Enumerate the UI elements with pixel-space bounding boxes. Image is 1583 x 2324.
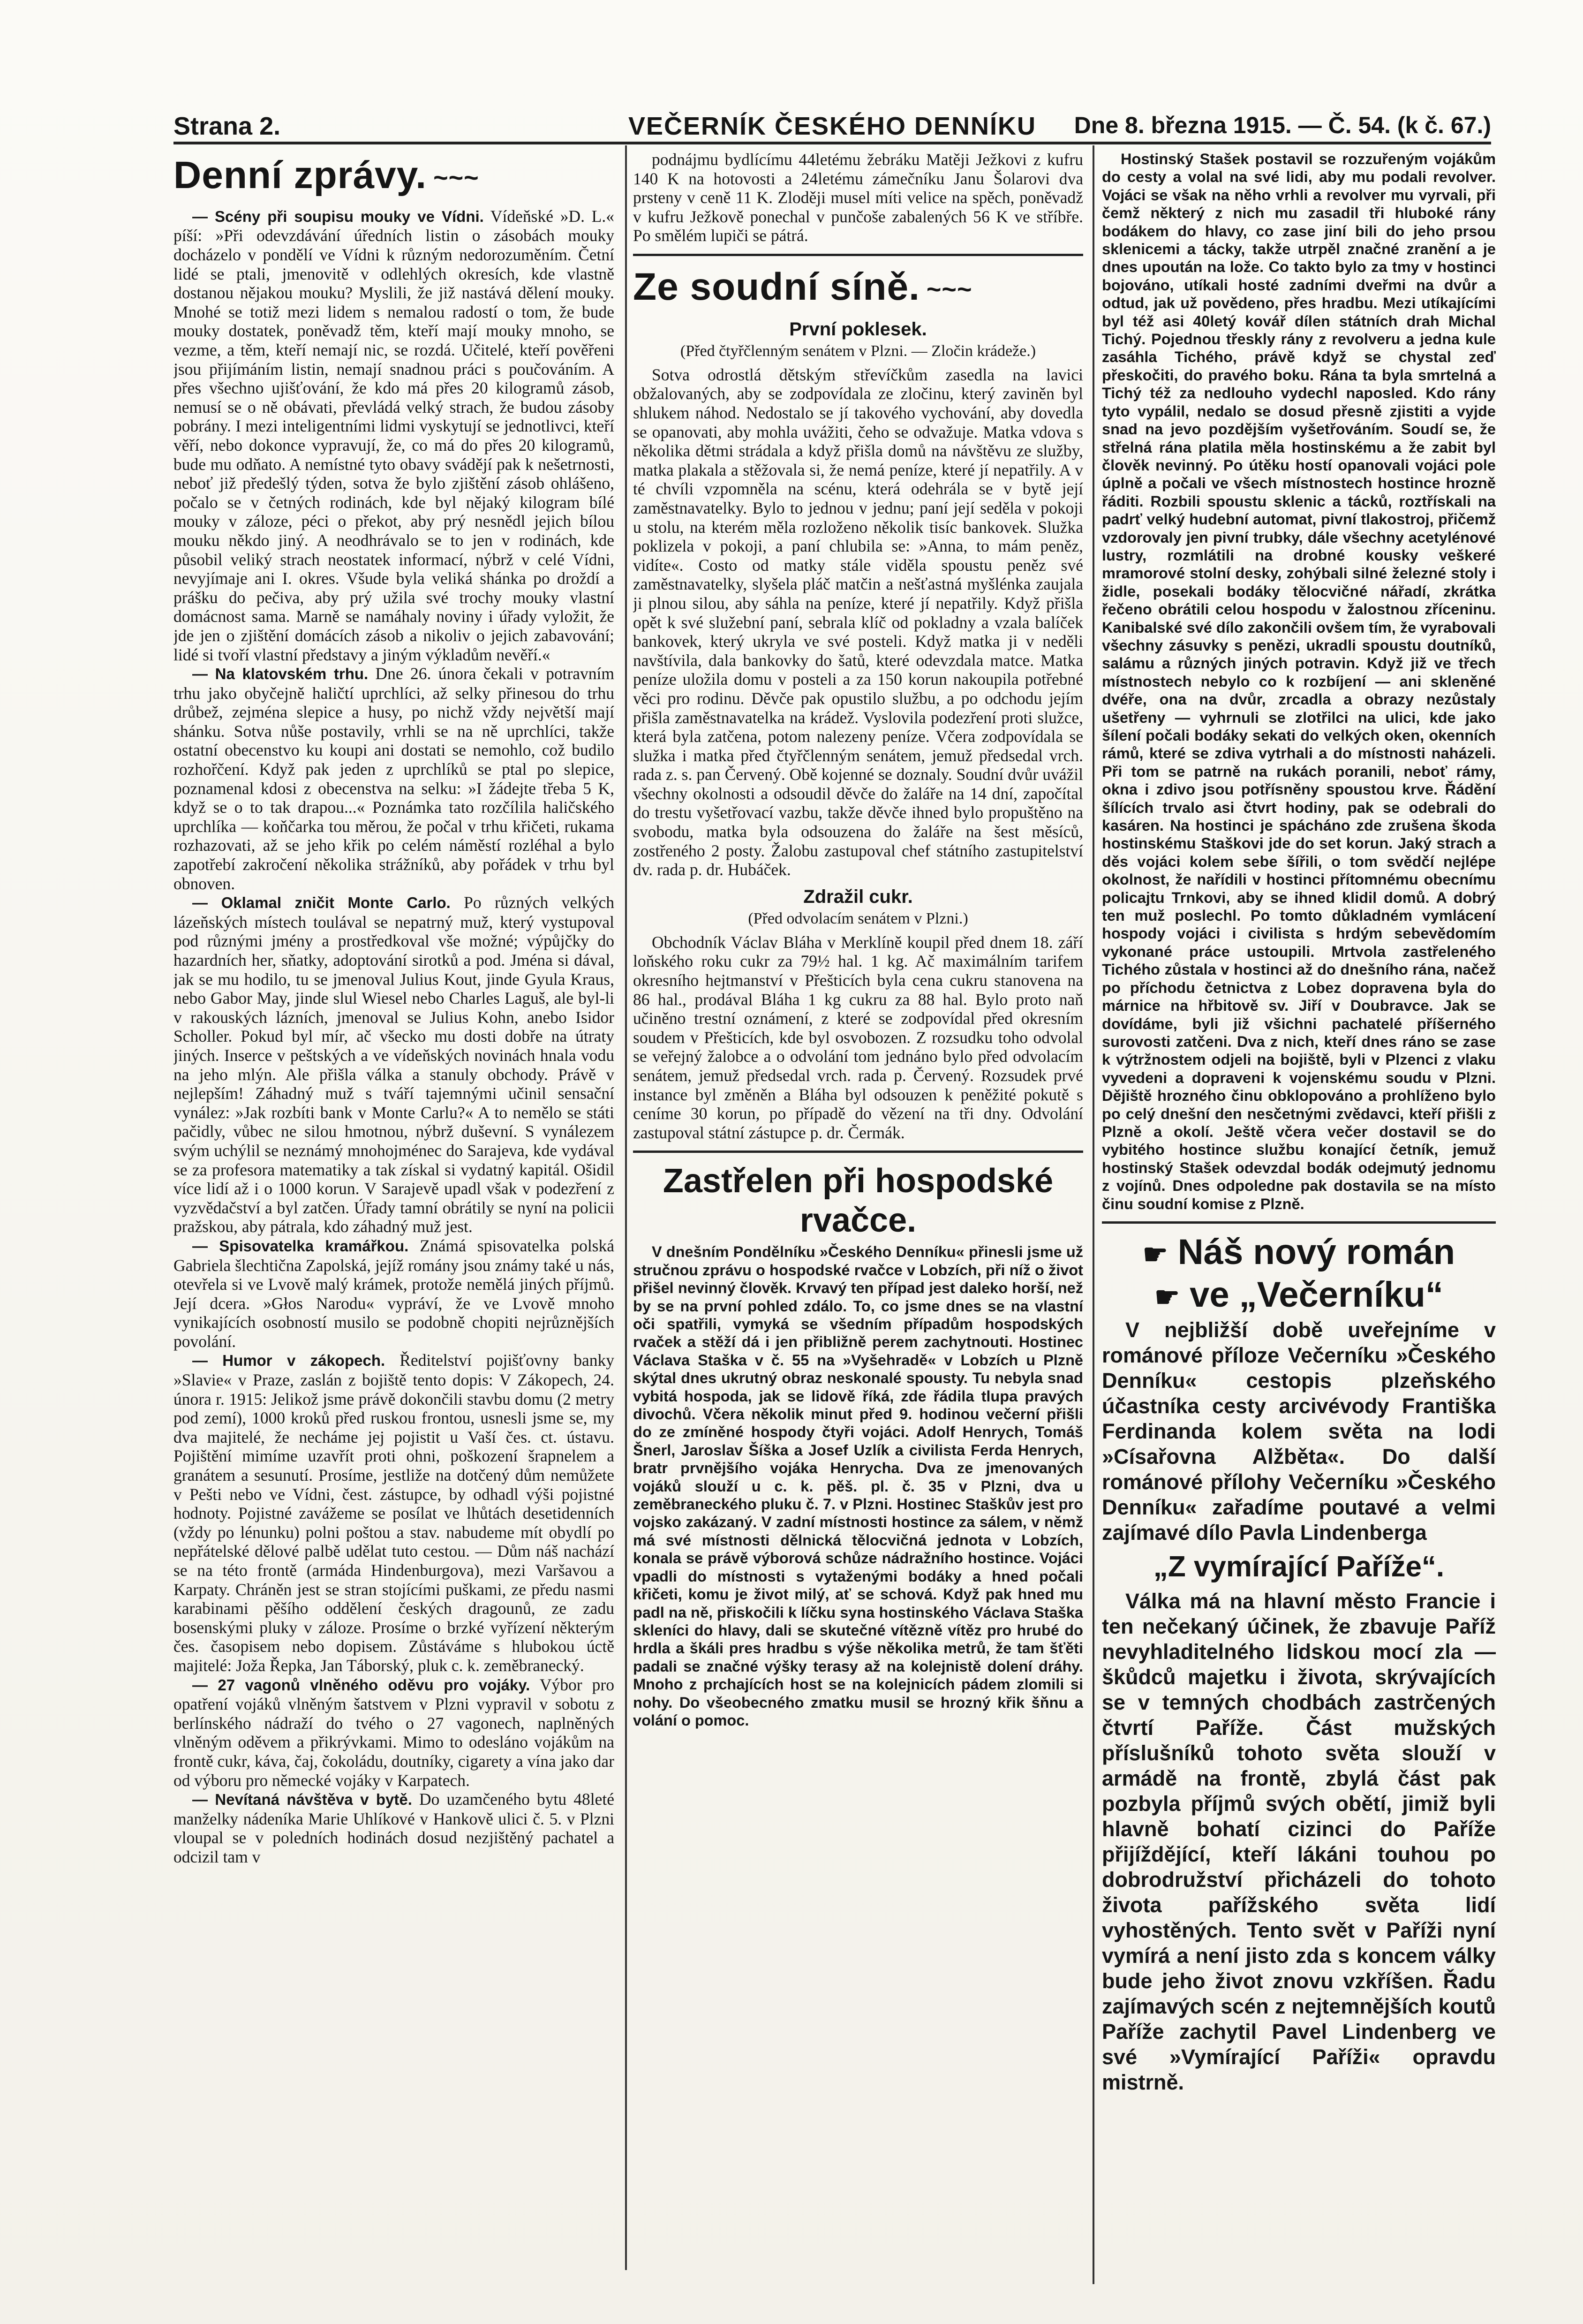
pointing-hand-icon: ☛ [1142, 1238, 1168, 1270]
article: — Humor v zákopech. Ředitelství pojišťovny banky »Slavie« v Praze, zaslán z bojiště tento dopis: V Zákopech, 24. února r. 1915: Jelikož jsme právě dokončili stavbu domu (2 metry pod zemí), 1000 kroků před ruskou frontou, usnesli jsme se, my dva majitelé, že necháme jej pojistit u Vaší čes. ct. ústavu. Pojištění mimíme uzavřít proti ohni, poškození šrapnelem a granátem a sesunutí. Prosíme, jestliže na dotčený dům nemůžete v Pešti nebo ve Vídni, čest. zástupce, by odhadl výši pojistné hodnoty. Pojistné zavážeme se posílat ve lhůtách desetidenních (vždy po lénunku) polni poštou a stav. nabudeme mít obydlí po nepřátelské dělové palbě udělat tuto cestou. — Dům náš nachází se na této frontě (armáda Hindenburgova), mezi Varšavou a Karpaty. Chráněn jest se stran stojícími puškami, ze předu nasmi karabinami pěšího oddělení českých dragounů, ze zadu bosenskými pluky v záloze. Prosíme o brzké vyřízení některým čes. časopisem nebo dopisem. Zůstáváme s hlubokou úctě majitelé: Joža Řepka, Jan Táborský, pluk c. k. zeměbranecký. [173, 1351, 614, 1675]
divider [633, 1151, 1083, 1153]
issue-date: Dne 8. března 1915. — Č. 54. (k č. 67.) [1074, 112, 1491, 138]
divider [1102, 1221, 1496, 1224]
article: — Scény při soupisu mouky ve Vídni. Vídeňské »D. L.« píší: »Při odevzdávání úředních listin o zásobách mouky docházelo v pondělí ve Vídni k různým nedorozuměním. Četní lidé se ptali, jmenovitě v odlehlých okresích, kde vlastně dostanou nějakou mouku? Myslili, že již nastává dělení mouky. Mnohé se totiž mezi lidem s nemalou radostí o tom, že bude mouky dostatek, poněvadž těm, kteří mají mouky mnoho, se vezme, a těm, kteří nemají nic, se rozdá. Učitelé, kteří pověřeni jsou přijímáním listin, nemají snadnou práci s poučováním. A přes všechno ujišťování, že kdo má přes 20 kilogramů zásob, nemusí se o ně obávati, převládá velký strach, že budou zásoby pobrány. I mezi inteligentními lidmi vyskytují se jednotlivci, kteří věří, nebo dokonce vypravují, že, co má do přes 20 kilogramů, bude mu odňato. A nemístné tyto obavy svádějí pak k nešetrnosti, neboť již předešlý týden, sotva že bylo zjištění zásob ohlášeno, počalo se v četných rodinách, kde byl nějaký kilogram bílé mouky v záloze, péci o překot, aby prý nesnědl jejich bílou mouku někdo jiný. A neodhrávalo se to jen v rodinách, kde působil veliký strach neostatek informací, nýbrž v celé Vídni, nevyjímaje ani I. okres. Všude byla veliká shánka po droždí a prášku do pečiva, aby prý užila své trochy mouky vlastní domácnost sama. Marně se namáhaly noviny i úřady vyložit, že jde jen o zjištění domácích zásob a nikoliv o jejich zabavování; lidé si tvoří vlastní představy a jiným výkladům nevěří.« [173, 206, 614, 664]
newspaper-title: VEČERNÍK ČESKÉHO DENNÍKU [628, 112, 1037, 140]
article-body: V dnešním Pondělníku »Českého Denníku« přinesli jsme už stručnou zprávu o hospodské rvačce v Lobzích, při níž o život přišel nevinný člověk. Krvavý ten případ jest daleko horší, než by se na první pohled zdálo. To, co jsme dnes se na vlastní oči spatřili, vymyká se všedním případům hospodských rvaček a stěží dá i jen přibližně perem zachytnouti. Hostinec Václava Staška v č. 55 na »Vyšehradě« v Lobzích u Plzně skýtal dnes ukrutný obraz neskonalé spousty. Tu nebyla snad vybitá hospoda, jak se lidově říká, zde řádila tlupa pravých divochů. Včera několik minut před 9. hodinou večerní přišli do ze zmíněné hospody čtyři vojáci. Adolf Henrych, Tomáš Šnerl, Jaroslav Šíška a Josef Uzlík a civilista Ferda Henrych, bratr prvnějšího vojáka Henrycha. Dva ze jmenovaných vojáků slouží u c. k. pěš. pl. č. 35 v Plzni, dva u zeměbraneckého pluku č. 7. v Plzni. Hostinec Staškův jest pro vojsko zakázaný. V zadní místnosti hostince za sálem, v němž má své místnosti dělnická tělocvičná jednota v Lobzích, konala se právě výborová schůze nádražního hostince. Vojáci vpadli do místnosti s vytaženými bodáky a hned počali křičeti, komu je život milý, ať se schová. Když pak hned mu padl na ně, přiskočili k líčku syna hostinského Václava Staška skleníci do hlavy, dali se skutečné vítězně vítěz pro hrubé do hrdla a škáli pres hradbu s výše několika metrů, že tam šťěti padali se značné výšky terasy až na kolejnistě dolení dráhy. Mnoho z prchajících host se na kolejnicích pádem zlomili si nohy. Do všeobecného zmatku musil se hrozný křik šňnu a volání o pomoc. [633, 1243, 1083, 1729]
column-2 [633, 150, 1083, 2294]
column-divider-2 [1093, 145, 1094, 2284]
article: — Spisovatelka kramářkou. Známá spisovatelka polská Gabriela šlechtična Zapolská, jejíž romány jsou známy také u nás, otevřela si ve Lvově malý krámek, protože nemělá jiných příjmů. Její dcera. »Głos Narodu« vypráví, že ve Lvově mnoho vynikajících osobností musilo se podobně chopiti nejrůznějších povolání. [173, 1236, 614, 1351]
novel-banner-line-1: ☛ Náš nový román [1142, 1232, 1455, 1272]
novel-title: „Z vymírající Paříže“. [1153, 1550, 1445, 1583]
column-divider-1 [625, 145, 627, 2270]
page-header [173, 109, 1491, 144]
article-body: Sotva odrostlá dětským střevíčkům zasedla na lavici obžalovaných, aby se zodpovídala ze zločinu, který zaviněn byl shlukem náhod. Nedostalo se jí takového vychování, aby dovedla se opanovati, aby mohla uvážiti, čeho se odvažuje. Matka vdova s několika dětmi strádala a když přišla domů na návštěvu ze služby, matka plakala a stěžovala si, že nemá peníze, které jí nepatřily. A v té chvíli vzpomněla na scénu, která odehrála se v bytě její zaměstnavatelky. Bylo to jednou v jednu; paní její seděla v pokoji u stolu, na kterém měla rozloženo několik tisíc bankovek. Služka poklizela v pokoji, a paní chlubila se: »Anna, to mám peněz, vidíte«. Costo od matky stále viděla spoustu peněz své zaměstnavatelky, slyšela pláč matčin a nešťastná myšlénka zaujala ji plnou silou, aby sáhla na peníze, které jí nepatřily. Když přišla opět k své služební paní, sebrala klíč od pokladny a vzala balíček bankovek, který ukryla ve své posteli. Když matka ji v neděli navštívila, dala bankovky do šatů, které odevzdala matce. Matka peníze uložila domu v posteli a za 150 korun nakoupila potřebné věci pro rodinu. Děvče pak opustilo službu, a po odchodu jejím přišla zaměstnavatelka na krádež. Vyslovila podezření proti služce, která byla zatčena, potom nalezeny peníze. Včera zodpovídala se služka i matka před čtyřčlenným senátem, jemuž předsedal vrch. rada z. s. pan Červený. Obě kojenné se doznaly. Soudní dvůr uvážil všechny okolnosti a odsoudil děvče do žaláře na 14 dní, započítal do trestu vyšetřovací vazbu, takže děvče ihned bylo propuštěno na svobodu, matka byla odsouzena do žaláře na šest měsíců, zostřeného 2 posty. Žalobu zastupoval chef státního zastupitelství dv. rada p. dr. Hubáček. [633, 365, 1083, 879]
section-heading-denni-zpravy: Denní zprávy. ~~~ [173, 154, 479, 197]
article-subheadline: (Před čtyřčlenným senátem v Plzni. — Zločin krádeže.) [680, 342, 1036, 360]
article-headline-large: Zastřelen při hospodské rvačce. [663, 1162, 1054, 1240]
continued-text: Hostinský Stašek postavil se rozzuřeným vojákům do cesty a volal na své lidi, aby mu podali revolver. Vojáci se však na něho vrhli a revolver mu vyrvali, při čemž některý z nich mu zasadil tři hluboké rány bodákem do hlavy, co zase jiní bili do jeho prsou sklenicemi a táckу, takže utrpěl značné zranění a je dnes upoután na lože. Co takto bylo za tmy v hostinci bojováno, utíkali hosté zadními dveřmi na dvůr a odtud, jak už povědeno, přes hradbu. Mezi utíkajícími byl též asi 40letý kovář dílen státních drah Michal Tichý. Pojednou třeskly rány z revolveru a jedna kule zasáhla Tichého, právě když se chystal zeď přeskočiti, do pravého boku. Rána ta byla smrtelná a Tichý též za nedlouho vydechl naposled. Kdo rány tyto vypálil, nedalo se dosud přesně zjistiti a vyjde snad na jevo pozdějším vyšetřováním. Soudí se, že střelná rána platila měla hostinskému a že zabit byl člověk nevinný. Po útěku hostí opanovali vojáci pole úplně a počali ve všech místnostech hostince hrozně řáditi. Rozbili spoustu sklenic a tácků, roztřískali na padrť velký hudební automat, pivní tlakostroj, přičemž vzdorovaly jen pivní trubky, dále všechny acetylénové lustry, rozmlátili na drobné kousky veškeré mramorové stolní desky, zohýbali silné železné stoly i židle, posekali bodáky tělocvičné nářadí, zkrátka řečeno obrátili celou hospodu v žalostnou zříceninu. Kanibalské své dílo zakončili ovšem tím, že vyrabovali všechny zásuvky s penězi, ukradli spoustu doutníků, salámu a různých jiných potravin. Když již ve třech místnostech nebylo co k rozbíjení — ani skleněné dvéře, ona na dvůr, zrcadla a obrazy nezůstaly ušetřeny — vyhrnuli se zlotřilci na ulici, kde jako šílení počali bodáky sekati do velkých oken, okenních rámů, které se zdiva vytrhali a do místnosti naházeli. Při tom se patrně na rukách poranili, neboť rámy, okna i zdivo jsou potřísněny spoustou krve. Řádění šílících trvalo asi čtvrt hodiny, pak se odebrali do kasáren. Na hostinci je spácháno zde zrušena škoda hostinskému Staškovi jde do set korun. Jaký strach a děs vojáci kolem sebe šířili, o tom svědčí nejlépe okolnost, že nařídili v hostinci přítomnému obecnímu policajtu Trnkovi, aby se ihned klidil domů. A dobrý ten muž poslechl. Po tomto důkladném vymlácení hospody vojáci i civilista s hrdým sebevědomím vykonané práce ustoupili. Mrtvola zastřeleného Tichého zůstala v hostinci až do dnešního rána, načež po příchodu četnictva z Lobez dopravena byla do márnice na hřbitově sv. Jiří v Doubravce. Jak se dovídáme, byli již všichni pachatelé příšerného surovosti zatčeni. Dva z nich, kteří dnes ráno se zase k výtržnostem odjeli na bojiště, byli v Plzenci z vlaku vyvedeni a dopraveni k vojenskému soudu v Plzni. Dějiště hrozného činu obklopováno a prohlíženo bylo po celý dnešní den nesčetnými zvědavci, kteří přišli z Plzně a okolí. Ještě včera večer dostavil se do vybitého hostince službu konající četník, jemuž hostinský Stašek odevzdal bodák odejmutý jednomu z vojínů. Dnes odpoledne pak dostavila se na místo činu soudní komise z Plzně. [1102, 151, 1496, 1212]
article-headline: Zdražil cukr. [803, 886, 913, 907]
article-headline: První poklesek. [789, 318, 927, 340]
continued-text: podnájmu bydlícímu 44letému žebráku Matěji Ježkovi z kufru 140 K na hotovosti a 24letému zámečníku Janu Šolarovi dva prsteny v ceně 11 K. Zloději musel míti velice na spěch, poněvadž v kufru Ježkově ponechal v punčoše zabalených 56 K ve stříbře. Po smělém lupiči se pátrá. [633, 150, 1083, 245]
ornament-icon: ~~~ [926, 275, 972, 303]
article-subheadline: (Před odvolacím senátem v Plzni.) [748, 909, 968, 927]
novel-banner-line-2: ☛ ve „Večerníku“ [1154, 1274, 1443, 1315]
ornament-icon: ~~~ [433, 163, 479, 192]
article-body: Obchodník Václav Bláha v Merklíně koupil před dnem 18. září loňského roku cukr za 79½ hal. 1 kg. Ač maximálním tarifem okresního hejtmanství v Přešticích byla cena cukru stanovena na 86 hal., prodával Bláha 1 kg cukru za 88 hal. Bylo proto naň učiněno trestní oznámení, z které se zodpovídal před okresním soudem v Přešticích, kde byl osvobozen. Z rozsudku toho odvolal se veřejný žalobce a o odvolání tom jednáno bylo před odvolacím senátem, jemuž předsedal vrch. rada p. Červený. Rozsudek prvé instance byl změněn a Bláha byl odsouzen k peněžité pokutě s ceníme 30 korun, po případě do vězení na tři dny. Odvolání zastupoval státní zástupce p. dr. Čermák. [633, 932, 1083, 1142]
divider [633, 254, 1083, 256]
article: — Nevítaná návštěva v bytě. Do uzamčeného bytu 48leté manželky nádeníka Marie Uhlíkové v Hankově ulici č. 5. v Plzni vloupal se v poledních hodinách dosud nezjištěný pachatel a odcizil tam v [173, 1790, 614, 1866]
novel-announcement: V nejbližší době uveřejníme v románové příloze Večerníku »Českého Denníku« cestopis plzeňského účastníka cesty arcivévody Františka Ferdinanda kolem světa na lodi »Císařovna Alžběta«. Do další románové přílohy Večerníku »Českého Denníku« zařadíme poutavé a velmi zajímavé dílo Pavla Lindenberga „Z vymírající Paříže“. Válka má na hlavní město Francie i ten nečekaný účinek, že zbavuje Paříž nevyhladitelného lidskou mocí zla — škůdců majetku i života, skrývajících se v temných chodbách zastrčených čtvrtí Paříže. Část mužských příslušníků tohoto světa slouží v armádě na frontě, zbylá část pak pozbyla příjmů svých obětí, jimiž byli hlavně bohatí cizinci do Paříže přijíždějící, kteří lákáni touhou po dobrodružství přicházeli do tohoto života pařížského světa lidí vyhostěných. Tento svět v Paříži nyní vymírá a není jisto zda s koncem války bude jeho život znovu vzkříšen. Řadu zajímavých scén z nejtemnějších koutů Paříže zachytil Pavel Lindenberg ve své »Vymírající Paříži« opravdu mistrně. [1102, 1317, 1496, 2094]
column-1 [173, 150, 614, 2294]
article: — Oklamal zničit Monte Carlo. Po různých velkých lázeňských místech toulával se nepatrný muž, který vystupoval pod různými jmény a prostředkoval vše možné; výpůjčky do hazardních her, sňatky, adoptování sirotků a pod. Jména si dával, jak se mu hodilo, tu se jmenoval Julius Kout, jinde Gyula Kraus, nebo Gabor May, jinde slul Wiesel nebo Charles Laguš, ale byl-li v rakouských lázních, jmenoval se Julius Kohn, anebo Isidor Scholler. Pokud byl mír, ač všecko mu dosti dobře na útraty jiných. Inserce v peštských a ve vídeňských novinách hnala vodu na jeho mlýn. Ale přišla válka a stanuly obchody. Právě v nejlepším! Záhadný muž s tváří tajemnými učinil sensační vynález: »Jak rozbíti bank v Monte Carlu?« A to nemělo se státi pačidly, vůbec ne silou hmotnou, nýbrž duševní. S vynálezem svým uchýlil se neznámý mnohojménec do Sarajeva, kde vydával se za profesora matematiky a tak získal si vydatný kapitál. Ošidil více lidí až i o 1000 korun. V Sarajevě upadl však v podezření z vyzvědačství a byl zatčen. Úřady tamní obrátily se nyní na policii pražskou, aby pátrala, kdo záhadný muž jest. [173, 893, 614, 1236]
article: — 27 vagonů vlněného oděvu pro vojáky. Výbor pro opatření vojáků vlněným šatstvem v Plzni vypravil v sobotu z berlínského nádraží do tvého o 27 vagonech, naplněných vlněným oděvem a přikrývkami. Mimo to odesláno vojákům na frontě cukr, káva, čaj, čokoládu, doutníky, cigarety a vína jako dar od výboru pro německé vojáky v Karpatech. [173, 1675, 614, 1790]
page-number: Strana 2. [173, 112, 281, 140]
article: — Na klatovském trhu. Dne 26. února čekali v potravním trhu jako obyčejně haličtí uprchlíci, až selky přinesou do trhu drůbež, zejména slepice a husy, po nichž vždy největší mají shánku. Sotva nůše postavily, vrhli se na ně uprchlíci, takže ostatní obecenstvo ku koupi ani dostati se nemohlo, což budilo rozhořčení. Když pak jeden z uprchlíků se ptal po slepice, poznamenal kdosi z obecenstva na selku: »I žádejte třeba 5 K, když se o to tak drapou...« Poznámka tato rozčílila haličského uprchlíka — koňčarka tou měrou, že počal v trhu křičeti, rukama rozhazovati, až se jeho křik po celém náměstí rozléhal a bylo zapotřebí zakročení několika strážníků, aby pořádek v trhu byl obnoven. [173, 664, 614, 893]
section-heading-ze-soudni-sine: Ze soudní síně. ~~~ [633, 265, 972, 308]
column-3 [1102, 150, 1496, 2294]
pointing-hand-icon: ☛ [1154, 1281, 1180, 1313]
